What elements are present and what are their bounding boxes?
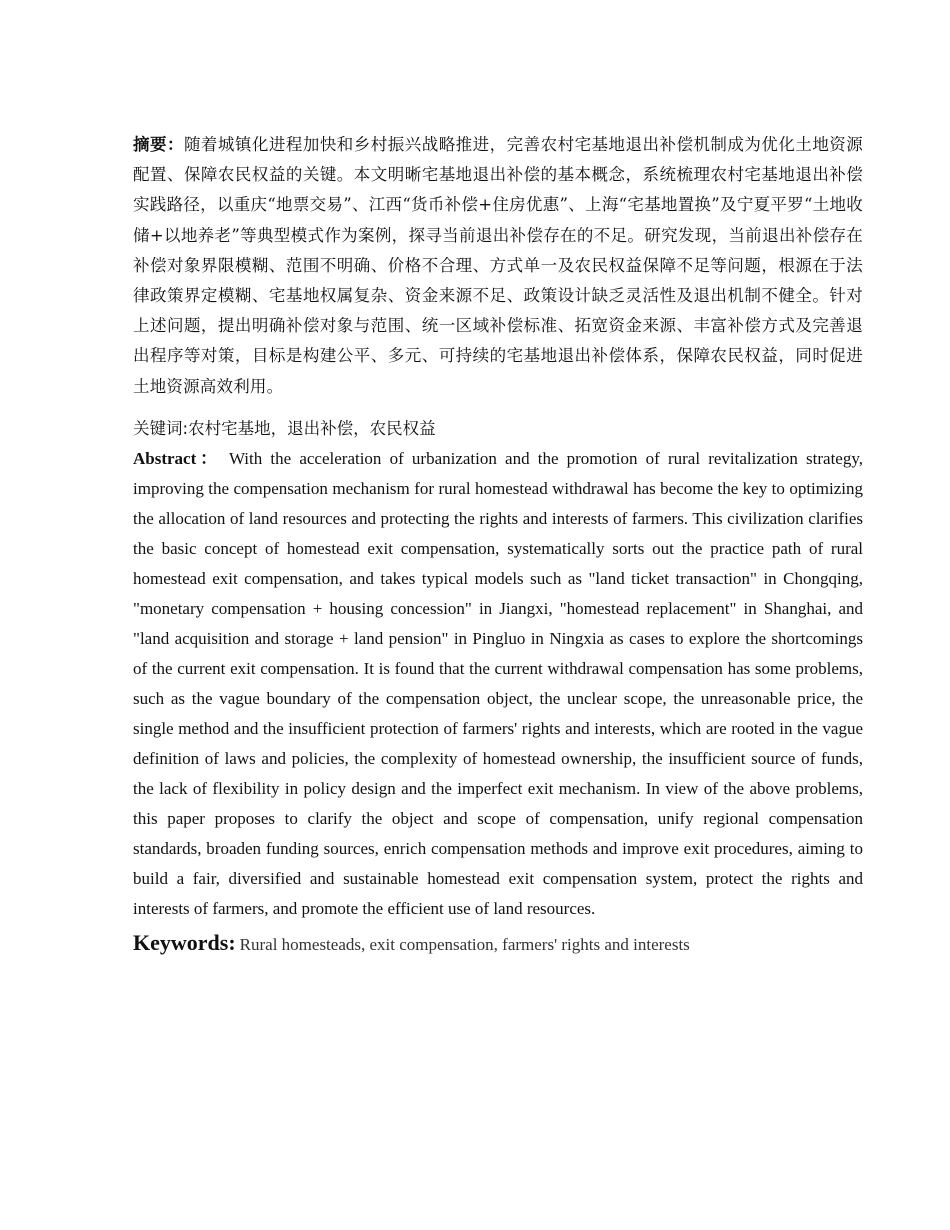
document-page [133,130,863,961]
chinese-keywords-label: 关键词: [133,418,189,438]
english-abstract-text: With the acceleration of urbanization and the promotion of rural revitalization strategy, improving the compensation mechanism for rural homestead withdrawal has become the key to optimizing the allocation of land resources and protecting the rights and interests of farmers. This civilization clarifies the basic concept of homestead exit compensation, systematically sorts out the practice path of rural homestead exit compensation, and takes typical models such as "land ticket transaction" in Chongqing, "monetary compensation + housing concession" in Jiangxi, "homestead replacement" in Shanghai, and "land acquisition and storage + land pension" in Pingluo in Ningxia as cases to explore the shortcomings of the current exit compensation. It is found that the current withdrawal compensation has some problems, such as the vague boundary of the compensation object, the unclear scope, the unreasonable price, the single method and the insufficient protection of farmers' rights and interests, which are rooted in the vague definition of laws and policies, the complexity of homestead ownership, the insufficient source of funds, the lack of flexibility in policy design and the imperfect exit mechanism. In view of the above problems, this paper proposes to clarify the object and scope of compensation, unify regional compensation standards, broaden funding sources, enrich compensation methods and improve exit procedures, aiming to build a fair, diversified and sustainable homestead exit compensation system, protect the rights and interests of farmers, and promote the efficient use of land resources. [133,448,863,918]
chinese-abstract-label: 摘要： [133,135,184,154]
english-keywords [133,928,863,961]
chinese-keywords [133,416,863,442]
english-keywords-label: Keywords: [133,929,236,955]
chinese-abstract [133,130,863,402]
english-keywords-text: Rural homesteads, exit compensation, farmers' rights and interests [239,934,690,954]
chinese-keywords-text: 农村宅基地，退出补偿，农民权益 [188,418,436,438]
english-abstract-label: Abstract： [133,448,222,468]
english-abstract [133,444,863,924]
chinese-abstract-text: 随着城镇化进程加快和乡村振兴战略推进，完善农村宅基地退出补偿机制成为优化土地资源配置、保障农民权益的关键。本文明晰宅基地退出补偿的基本概念，系统梳理农村宅基地退出补偿实践路径，以重庆“地票交易”、江西“货币补偿+住房优惠”、上海“宅基地置换”及宁夏平罗“土地收储+以地养老”等典型模式作为案例，探寻当前退出补偿存在的不足。研究发现，当前退出补偿存在补偿对象界限模糊、范围不明确、价格不合理、方式单一及农民权益保障不足等问题，根源在于法律政策界定模糊、宅基地权属复杂、资金来源不足、政策设计缺乏灵活性及退出机制不健全。针对上述问题，提出明确补偿对象与范围、统一区域补偿标准、拓宽资金来源、丰富补偿方式及完善退出程序等对策，目标是构建公平、多元、可持续的宅基地退出补偿体系，保障农民权益，同时促进土地资源高效利用。 [133,135,863,396]
